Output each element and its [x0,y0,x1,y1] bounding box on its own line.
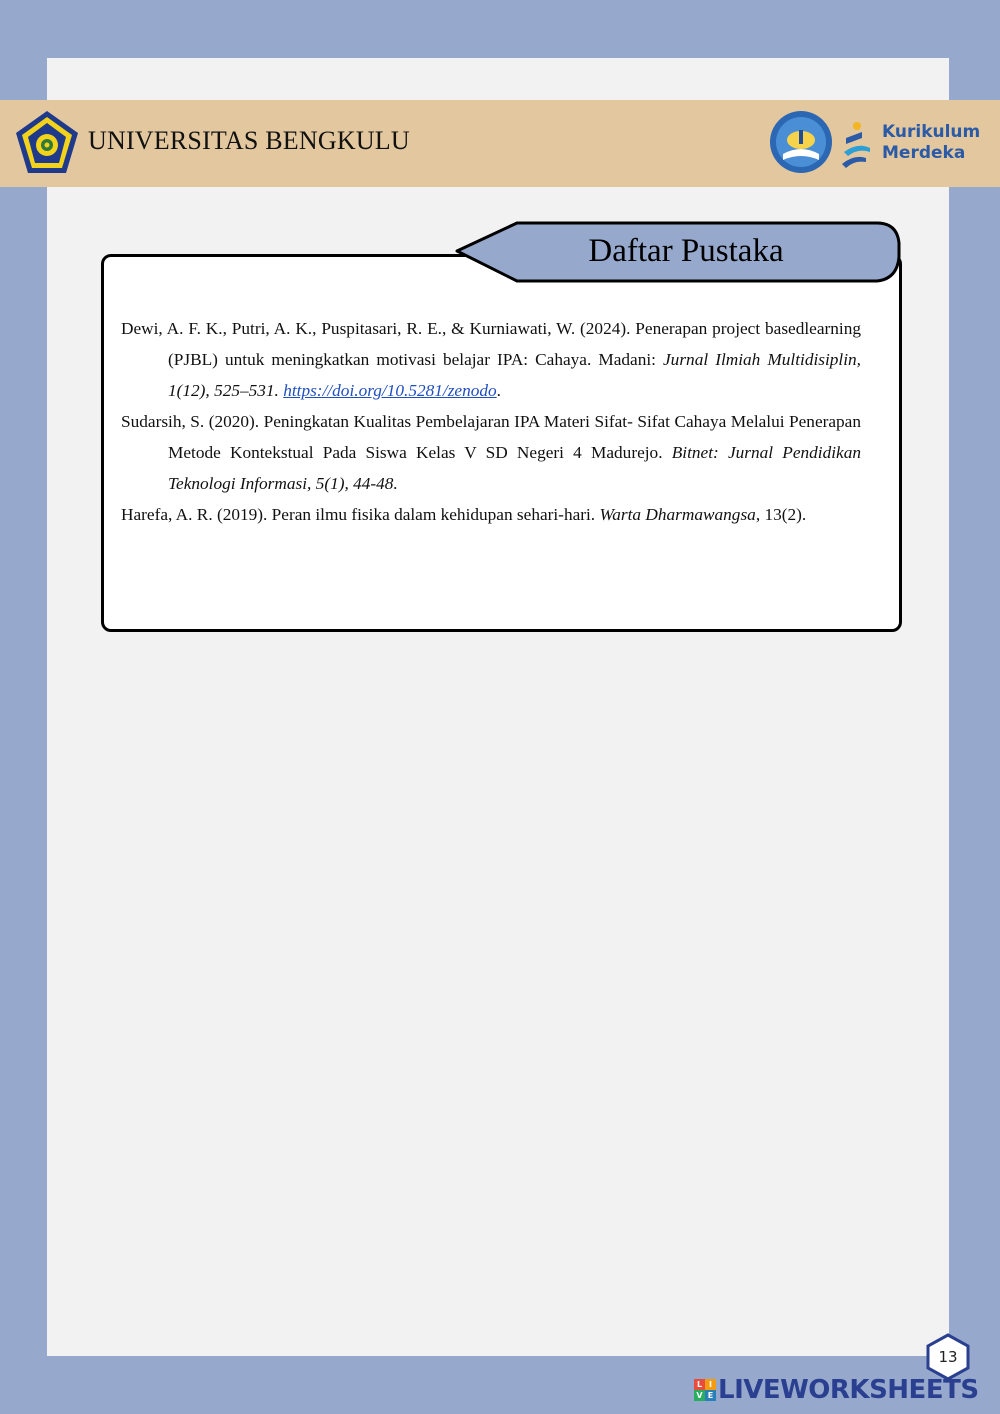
reference-list [121,313,861,530]
kurikulum-label: Kurikulum [882,122,981,142]
brand-block: I [705,1379,716,1390]
tut-wuri-handayani-logo [769,110,833,174]
reference-entry [121,406,861,499]
reference-suffix: . [496,381,501,400]
merdeka-label: Merdeka [882,143,966,163]
reference-journal: Bitnet: Jurnal Pendidikan Teknologi Informasi, 5(1), 44-48. [168,443,861,493]
brand-block: E [705,1390,716,1401]
liveworksheets-wordmark: LIVEWORKSHEETS [718,1375,979,1405]
reference-entry [121,499,861,530]
kurikulum-merdeka-logo [840,118,880,170]
liveworksheets-icon [694,1379,716,1401]
reference-text: Dewi, A. F. K., Putri, A. K., Puspitasari, R. E., & Kurniawati, W. (2024). Penerapan project basedlearning (PJBL) untuk meningkatkan motivasi belajar IPA: Cahaya. Madani: [121,319,861,369]
reference-text: Harefa, A. R. (2019). Peran ilmu fisika dalam kehidupan sehari-hari. [121,505,600,524]
reference-suffix: , 13(2). [755,505,807,524]
reference-text: Sudarsih, S. (2020). Peningkatan Kualitas Pembelajaran IPA Materi Sifat- Sifat Cahaya Melalui Penerapan Metode Kontekstual Pada Siswa Kelas V SD Negeri 4 Madurejo. [121,412,861,462]
universitas-bengkulu-logo [14,109,80,177]
page-number: 13 [938,1348,958,1366]
brand-block: L [694,1379,705,1390]
reference-entry [121,313,861,406]
reference-journal: Warta Dharmawangsa [599,505,756,524]
section-title: Daftar Pustaka [588,233,784,269]
brand-block: V [694,1390,705,1401]
university-name: UNIVERSITAS BENGKULU [88,126,410,155]
doi-link[interactable]: https://doi.org/10.5281/zenodo [283,381,497,400]
kurikulum-merdeka-text [882,122,980,164]
reference-journal: Jurnal Ilmiah Multidisiplin, 1(12), 525–531. [168,350,861,400]
